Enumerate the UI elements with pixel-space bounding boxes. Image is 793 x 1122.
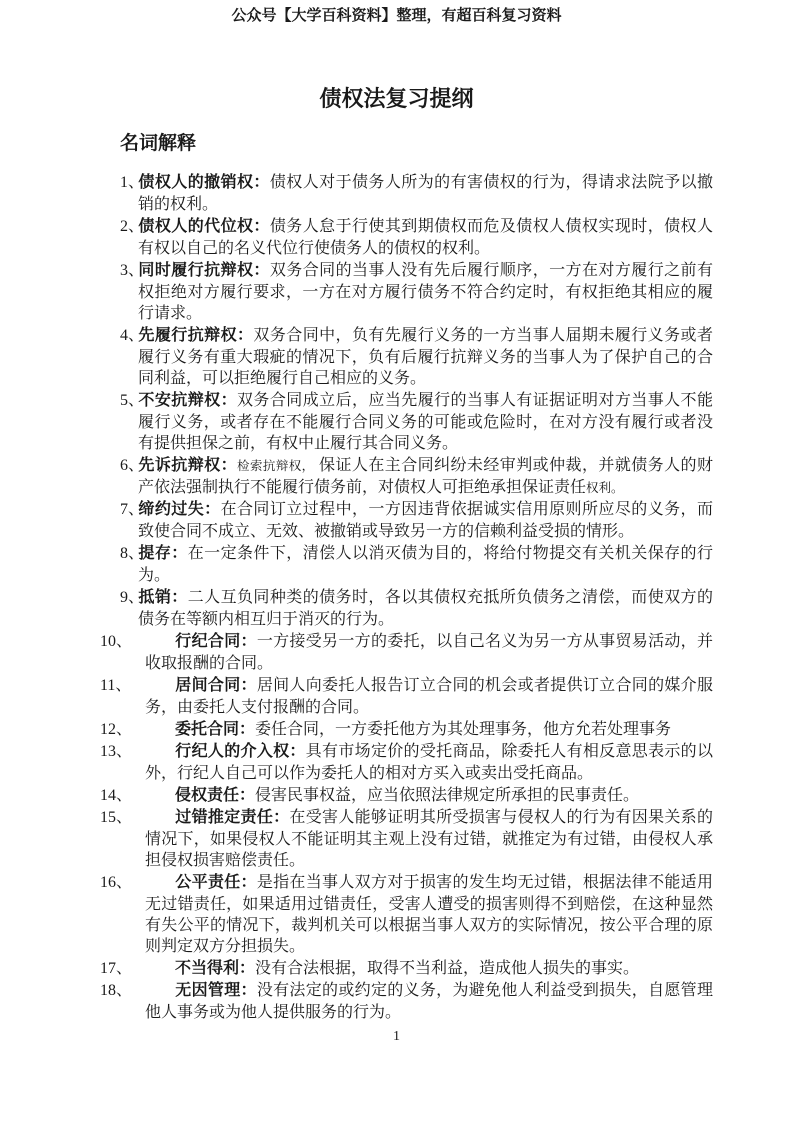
item-definition: 二人互负同种类的债务时，各以其债权充抵所负债务之清偿，而使双方的债务在等额内相互归于消灭的行为。 xyxy=(138,589,713,628)
list-item xyxy=(120,455,713,499)
item-definition: 双务合同成立后，应当先履行的当事人有证据证明对方当事人不能履行义务，或者存在不能履行合同义务的可能或危险时，在对方没有履行或者没有提供担保之前，有权中止履行其合同义务。 xyxy=(138,392,713,452)
page-number: 1 xyxy=(393,1029,400,1044)
item-definition: 在一定条件下，清偿人以消灭债为目的，将给付物提交有关机关保存的行为。 xyxy=(138,545,713,584)
item-number: 1、 xyxy=(120,174,145,191)
list-item xyxy=(120,587,713,631)
item-term: 缔约过失： xyxy=(138,501,221,518)
item-number: 17、 xyxy=(100,960,133,977)
item-definition: 债务人怠于行使其到期债权而危及债权人债权实现时，债权人有权以自己的名义代位行使债务人的债权的权利。 xyxy=(138,218,713,257)
list-item xyxy=(100,631,713,675)
list-item xyxy=(100,675,713,719)
item-definition: 没有合法根据，取得不当利益，造成他人损失的事实。 xyxy=(255,960,640,977)
item-number: 7、 xyxy=(120,501,145,518)
list-item xyxy=(100,807,713,872)
item-definition: 保证人在主合同纠纷未经审判或仲裁，并就债务人的财产依法强制执行不能履行债务前，对债权人可拒绝承担保证责任 xyxy=(138,457,713,496)
list-item xyxy=(100,785,713,807)
item-definition: 一方接受另一方的委托，以自己名义为另一方从事贸易活动，并收取报酬的合同。 xyxy=(145,633,713,672)
item-number: 2、 xyxy=(120,218,145,235)
item-term: 居间合同： xyxy=(175,677,257,694)
item-number: 4、 xyxy=(120,327,145,344)
item-term: 无因管理： xyxy=(175,982,257,999)
item-definition: 在合同订立过程中，一方因违背依据诚实信用原则所应尽的义务，而致使合同不成立、无效、被撤销或导致另一方的信赖利益受损的情形。 xyxy=(138,501,713,540)
item-term: 不安抗辩权： xyxy=(138,392,237,409)
definition-list xyxy=(100,172,713,1024)
list-item xyxy=(100,958,713,980)
item-term: 同时履行抗辩权： xyxy=(138,262,270,279)
item-small-prefix: 检索抗辩权， xyxy=(237,459,315,473)
list-item xyxy=(120,499,713,543)
item-definition: 没有法定的或约定的义务，为避免他人利益受到损失，自愿管理他人事务或为他人提供服务的行为。 xyxy=(145,982,713,1021)
item-term: 提存： xyxy=(138,545,188,562)
item-term: 不当得利： xyxy=(175,960,256,977)
item-number: 6、 xyxy=(120,457,145,474)
item-definition: 居间人向委托人报告订立合同的机会或者提供订立合同的媒介服务，由委托人支付报酬的合同。 xyxy=(145,677,713,716)
item-term: 债权人的代位权： xyxy=(138,218,270,235)
item-number: 13、 xyxy=(100,743,133,760)
item-definition: 在受害人能够证明其所受损害与侵权人的行为有因果关系的情况下，如果侵权人不能证明其主观上没有过错，就推定为有过错，由侵权人承担侵权损害赔偿责任。 xyxy=(145,809,713,869)
item-number: 5、 xyxy=(120,392,145,409)
item-number: 18、 xyxy=(100,982,133,999)
item-number: 15、 xyxy=(100,809,133,826)
item-number: 3、 xyxy=(120,262,145,279)
list-item xyxy=(120,260,713,325)
item-number: 11、 xyxy=(100,677,132,694)
list-item xyxy=(120,172,713,216)
document-title: 债权法复习提纲 xyxy=(319,86,474,111)
item-number: 14、 xyxy=(100,787,133,804)
list-item xyxy=(100,719,713,741)
section-heading: 名词解释 xyxy=(120,133,197,154)
item-number: 10、 xyxy=(100,633,133,650)
list-item xyxy=(100,872,713,958)
item-definition: 双务合同的当事人没有先后履行顺序，一方在对方履行之前有权拒绝对方履行要求，一方在对方履行债务不符合约定时，有权拒绝其相应的履行请求。 xyxy=(138,262,713,322)
item-definition: 具有市场定价的受托商品，除委托人有相反意思表示的以外，行纪人自己可以作为委托人的相对方买入或卖出受托商品。 xyxy=(145,743,713,782)
list-item xyxy=(120,543,713,587)
item-definition: 是指在当事人双方对于损害的发生均无过错，根据法律不能适用无过错责任，如果适用过错责任，受害人遭受的损害则得不到赔偿，在这种显然有失公平的情况下，裁判机关可以根据当事人双方的实际情况，按公平合理的原则判定双方分担损失。 xyxy=(145,874,713,955)
list-item xyxy=(120,325,713,390)
item-term: 抵销： xyxy=(138,589,188,606)
list-item xyxy=(100,741,713,785)
item-term: 债权人的撤销权： xyxy=(138,174,270,191)
item-definition: 债权人对于债务人所为的有害债权的行为，得请求法院予以撤销的权利。 xyxy=(138,174,713,213)
page-header: 公众号【大学百科资料】整理，有超百科复习资料 xyxy=(231,8,562,24)
item-term: 行纪人的介入权： xyxy=(175,743,306,760)
list-item xyxy=(100,980,713,1024)
item-definition: 委任合同，一方委托他方为其处理事务，他方允若处理事务 xyxy=(255,721,672,738)
item-term: 先诉抗辩权： xyxy=(138,457,238,474)
item-term: 行纪合同： xyxy=(175,633,257,650)
item-definition: 双务合同中，负有先履行义务的一方当事人届期未履行义务或者履行义务有重大瑕疵的情况下，负有后履行抗辩义务的当事人为了保护自己的合同利益，可以拒绝履行自己相应的义务。 xyxy=(138,327,713,387)
item-term: 委托合同： xyxy=(175,721,256,738)
list-item xyxy=(120,216,713,260)
item-term: 侵权责任： xyxy=(175,787,256,804)
item-small-suffix: 权利。 xyxy=(586,481,624,495)
item-term: 过错推定责任： xyxy=(175,809,290,826)
item-number: 9、 xyxy=(120,589,145,606)
item-number: 16、 xyxy=(100,874,133,891)
item-number: 12、 xyxy=(100,721,133,738)
item-definition: 侵害民事权益，应当依照法律规定所承担的民事责任。 xyxy=(255,787,640,804)
list-item xyxy=(120,390,713,455)
item-number: 8、 xyxy=(120,545,145,562)
item-term: 公平责任： xyxy=(175,874,257,891)
item-term: 先履行抗辩权： xyxy=(138,327,254,344)
